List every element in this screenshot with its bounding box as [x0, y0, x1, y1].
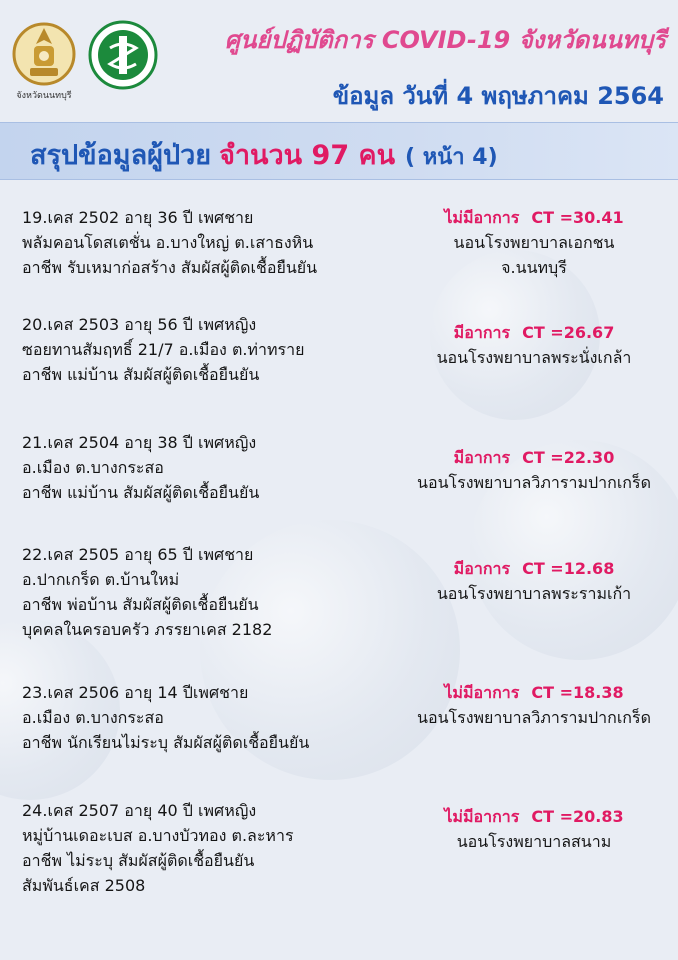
case-header: 24.เคส 2507 อายุ 40 ปี เพศหญิง [22, 801, 257, 820]
case-location: อ.เมือง ต.บางกระสอ [22, 708, 164, 727]
hospital: นอนโรงพยาบาลพระนั่งเกล้า [436, 348, 632, 367]
nonthaburi-province-emblem-icon [12, 22, 76, 86]
case-details [22, 680, 412, 755]
symptom-status: มีอาการ [453, 323, 511, 342]
public-health-office-logo-icon [88, 20, 158, 90]
case-status [400, 804, 668, 854]
case-relation: สัมพันธ์เคส 2508 [22, 876, 146, 895]
hospital: นอนโรงพยาบาลวิภารามปากเกร็ด [417, 708, 651, 727]
symptom-status: ไม่มีอาการ [444, 208, 520, 227]
case-header: 20.เคส 2503 อายุ 56 ปี เพศหญิง [22, 315, 257, 334]
case-status [400, 205, 668, 280]
hospital: นอนโรงพยาบาลสนาม [456, 832, 612, 851]
case-occupation: อาชีพ แม่บ้าน สัมผัสผู้ติดเชื้อยืนยัน [22, 483, 260, 502]
case-occupation: อาชีพ พ่อบ้าน สัมผัสผู้ติดเชื้อยืนยัน [22, 595, 259, 614]
hospital-province: จ.นนทบุรี [501, 258, 567, 277]
status-line [400, 320, 668, 345]
case-occupation: อาชีพ ไม่ระบุ สัมผัสผู้ติดเชื้อยืนยัน [22, 851, 255, 870]
ct-value: CT =20.83 [531, 807, 624, 826]
summary-page-number: ( หน้า 4) [405, 145, 498, 170]
hospital: นอนโรงพยาบาลเอกชน [453, 233, 615, 252]
case-status [400, 320, 668, 370]
ct-value: CT =30.41 [531, 208, 624, 227]
status-line [400, 445, 668, 470]
symptom-status: มีอาการ [453, 448, 511, 467]
case-header: 19.เคส 2502 อายุ 36 ปี เพศชาย [22, 208, 254, 227]
case-status [400, 680, 668, 730]
case-details [22, 798, 412, 898]
symptom-status: ไม่มีอาการ [444, 807, 520, 826]
case-details [22, 430, 412, 505]
case-location: ซอยทานสัมฤทธิ์ 21/7 อ.เมือง ต.ท่าทราย [22, 340, 305, 359]
summary-count: จำนวน 97 คน [219, 140, 396, 171]
case-status [400, 445, 668, 495]
case-location: หมู่บ้านเดอะเบส อ.บางบัวทอง ต.ละหาร [22, 826, 294, 845]
case-status [400, 556, 668, 606]
case-occupation: อาชีพ นักเรียนไม่ระบุ สัมผัสผู้ติดเชื้อยืนยัน [22, 733, 310, 752]
status-line [400, 804, 668, 829]
symptom-status: ไม่มีอาการ [444, 683, 520, 702]
ct-value: CT =12.68 [522, 559, 615, 578]
case-details [22, 542, 412, 642]
hospital: นอนโรงพยาบาลพระรามเก้า [436, 584, 632, 603]
report-date: ข้อมูล วันที่ 4 พฤษภาคม 2564 [332, 82, 664, 110]
case-details [22, 312, 412, 387]
header [0, 0, 678, 118]
ct-value: CT =26.67 [522, 323, 615, 342]
logo-province-caption: จังหวัดนนทบุรี [16, 91, 72, 101]
case-location: อ.เมือง ต.บางกระสอ [22, 458, 164, 477]
status-line [400, 680, 668, 705]
case-header: 21.เคส 2504 อายุ 38 ปี เพศหญิง [22, 433, 257, 452]
page-title: ศูนย์ปฏิบัติการ COVID-19 จังหวัดนนทบุรี [224, 26, 666, 54]
ct-value: CT =18.38 [531, 683, 624, 702]
case-header: 22.เคส 2505 อายุ 65 ปี เพศชาย [22, 545, 254, 564]
symptom-status: มีอาการ [453, 559, 511, 578]
status-line [400, 205, 668, 230]
case-location: พลัมคอนโดสเตชั่น อ.บางใหญ่ ต.เสาธงหิน [22, 233, 314, 252]
case-occupation: อาชีพ รับเหมาก่อสร้าง สัมผัสผู้ติดเชื้อยืนยัน [22, 258, 318, 277]
status-line [400, 556, 668, 581]
case-occupation: อาชีพ แม่บ้าน สัมผัสผู้ติดเชื้อยืนยัน [22, 365, 260, 384]
summary-line [30, 133, 498, 176]
case-location: อ.ปากเกร็ด ต.บ้านใหม่ [22, 570, 180, 589]
hospital: นอนโรงพยาบาลวิภารามปากเกร็ด [417, 473, 651, 492]
ct-value: CT =22.30 [522, 448, 615, 467]
case-relation: บุคคลในครอบครัว ภรรยาเคส 2182 [22, 620, 273, 639]
summary-banner [0, 122, 678, 180]
case-details [22, 205, 412, 280]
case-header: 23.เคส 2506 อายุ 14 ปีเพศชาย [22, 683, 249, 702]
summary-prefix: สรุปข้อมูลผู้ป่วย [30, 140, 212, 171]
